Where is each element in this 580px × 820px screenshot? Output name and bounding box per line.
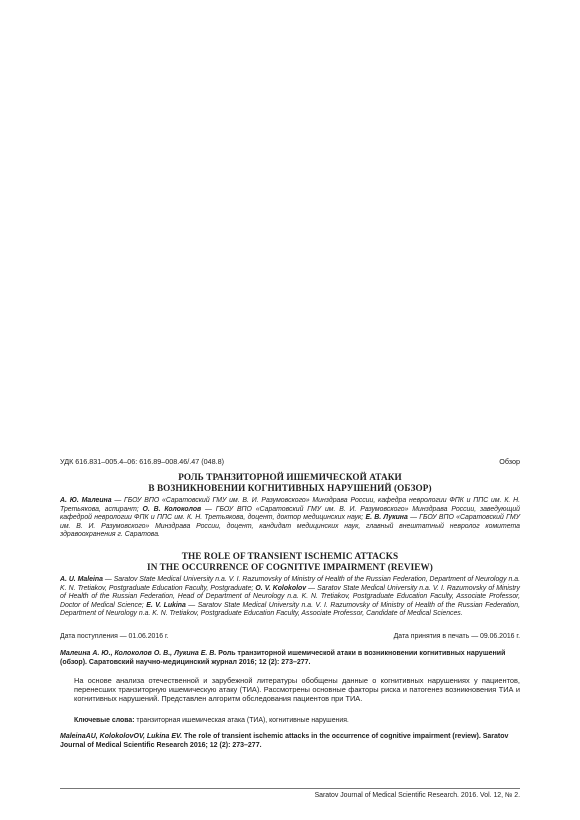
citation-en-text: The role of transient ischemic attacks in the occurrence of cognitive impairment (review). Saratov Journal of Medical Scientific Research 2016; 12 (2): 273–277. bbox=[60, 733, 509, 749]
citation-en-authors: MaleinaAU, KolokolovOV, Lukina EV. bbox=[60, 733, 183, 740]
en-authors bbox=[60, 576, 520, 619]
citation-ru-authors: Малеина А. Ю., Колоколов О. В., Лукина Е. В. bbox=[60, 650, 217, 657]
en-author3-desc: — Saratov State Medical University n.a. V. I. Razumovsky of Ministry of Health of the Russian Federation, Department of Neurology n.a. K. N. Tretiakov, Postgraduate Education Faculty, Associate Professor, Candidate of Medical Sciences. bbox=[60, 601, 520, 618]
udc-code: УДК 616.831–005.4–06: 616.89–008.46/.47 (048.8) bbox=[60, 457, 224, 466]
keywords-value: транзиторная ишемическая атака (ТИА), когнитивные нарушения. bbox=[134, 717, 349, 724]
keywords bbox=[74, 717, 520, 724]
ru-author2-desc: — ГБОУ ВПО «Саратовский ГМУ им. В. И. Разумовского» Минздрава России, заведующий кафедрой неврологии ФПК и ППС им. К. Н. Третьякова, доцент, доктор медицинских наук; bbox=[60, 505, 520, 522]
journal-footer: Saratov Journal of Medical Scientific Research. 2016. Vol. 12, № 2. bbox=[314, 792, 520, 799]
en-title-line2: IN THE OCCURRENCE OF COGNITIVE IMPAIRMENT (REVIEW) bbox=[147, 562, 433, 572]
ru-author1-name: А. Ю. Малеина bbox=[60, 497, 112, 504]
en-title bbox=[60, 551, 520, 573]
date-accepted: Дата принятия в печать — 09.06.2016 г. bbox=[393, 633, 520, 640]
en-author2-desc: — Saratov State Medical University n.a. V. I. Razumovsky of Ministry of Health of the Russian Federation, Head of Department of Neurology n.a. K. N. Tretiakov, Postgraduate Education Faculty, Associate Professor, Doctor of Medical Science; bbox=[60, 584, 520, 609]
en-title-line1: THE ROLE OF TRANSIENT ISCHEMIC ATTACKS bbox=[181, 551, 399, 561]
citation-ru bbox=[60, 650, 520, 667]
dates-row bbox=[60, 633, 520, 640]
en-author2-name: O. V. Kolokolov bbox=[255, 584, 307, 592]
en-author3-name: E. V. Lukina bbox=[146, 601, 186, 609]
ru-author3-name: Е. В. Лукина bbox=[365, 514, 408, 522]
ru-author3-desc: — ГБОУ ВПО «Саратовский ГМУ им. В. И. Разумовского» Минздрава России, доцент, кандидат медицинских наук, главный внештатный невролог комитета здравоохранения г. Саратова. bbox=[60, 514, 520, 539]
date-received: Дата поступления — 01.06.2016 г. bbox=[60, 633, 169, 640]
ru-author2-name: О. В. Колоколов bbox=[142, 505, 202, 513]
ru-title-line2: В ВОЗНИКНОВЕНИИ КОГНИТИВНЫХ НАРУШЕНИЙ (ОБЗОР) bbox=[148, 483, 432, 493]
citation-en bbox=[60, 733, 520, 750]
ru-title bbox=[60, 472, 520, 494]
en-author1-desc: — Saratov State Medical University n.a. V. I. Razumovsky of Ministry of Health of the Russian Federation, Department of Neurology n.a. K. N. Tretiakov, Postgraduate Education Faculty, Postgraduate; bbox=[60, 576, 520, 592]
en-author1-name: A. U. Maleina bbox=[60, 576, 103, 583]
ru-authors bbox=[60, 497, 520, 540]
article-type: Обзор bbox=[499, 457, 520, 466]
citation-ru-text: Роль транзиторной ишемической атаки в возникновении когнитивных нарушений (обзор). Саратовский научно-медицинский журнал 2016; 12 (2): 273–277. bbox=[60, 650, 506, 666]
abstract: На основе анализа отечественной и зарубежной литературы обобщены данные о когнитивных нарушениях у пациентов, перенесших транзиторную ишемическую атаку (ТИА). Рассмотрены основные факторы риска и патогенез возникновения ТИА и когнитивных нарушений. Представлен алгоритм обследования пациентов при ТИА. bbox=[74, 676, 520, 703]
header-row bbox=[60, 457, 520, 466]
keywords-label: Ключевые слова: bbox=[74, 717, 135, 724]
ru-author1-desc: — ГБОУ ВПО «Саратовский ГМУ им. В. И. Разумовского» Минздрава России, кафедра неврологии ФПК и ППС им. К. Н. Третьякова, аспирант; bbox=[60, 497, 520, 513]
ru-title-line1: РОЛЬ ТРАНЗИТОРНОЙ ИШЕМИЧЕСКОЙ АТАКИ bbox=[178, 472, 402, 482]
footer-divider bbox=[60, 788, 520, 789]
